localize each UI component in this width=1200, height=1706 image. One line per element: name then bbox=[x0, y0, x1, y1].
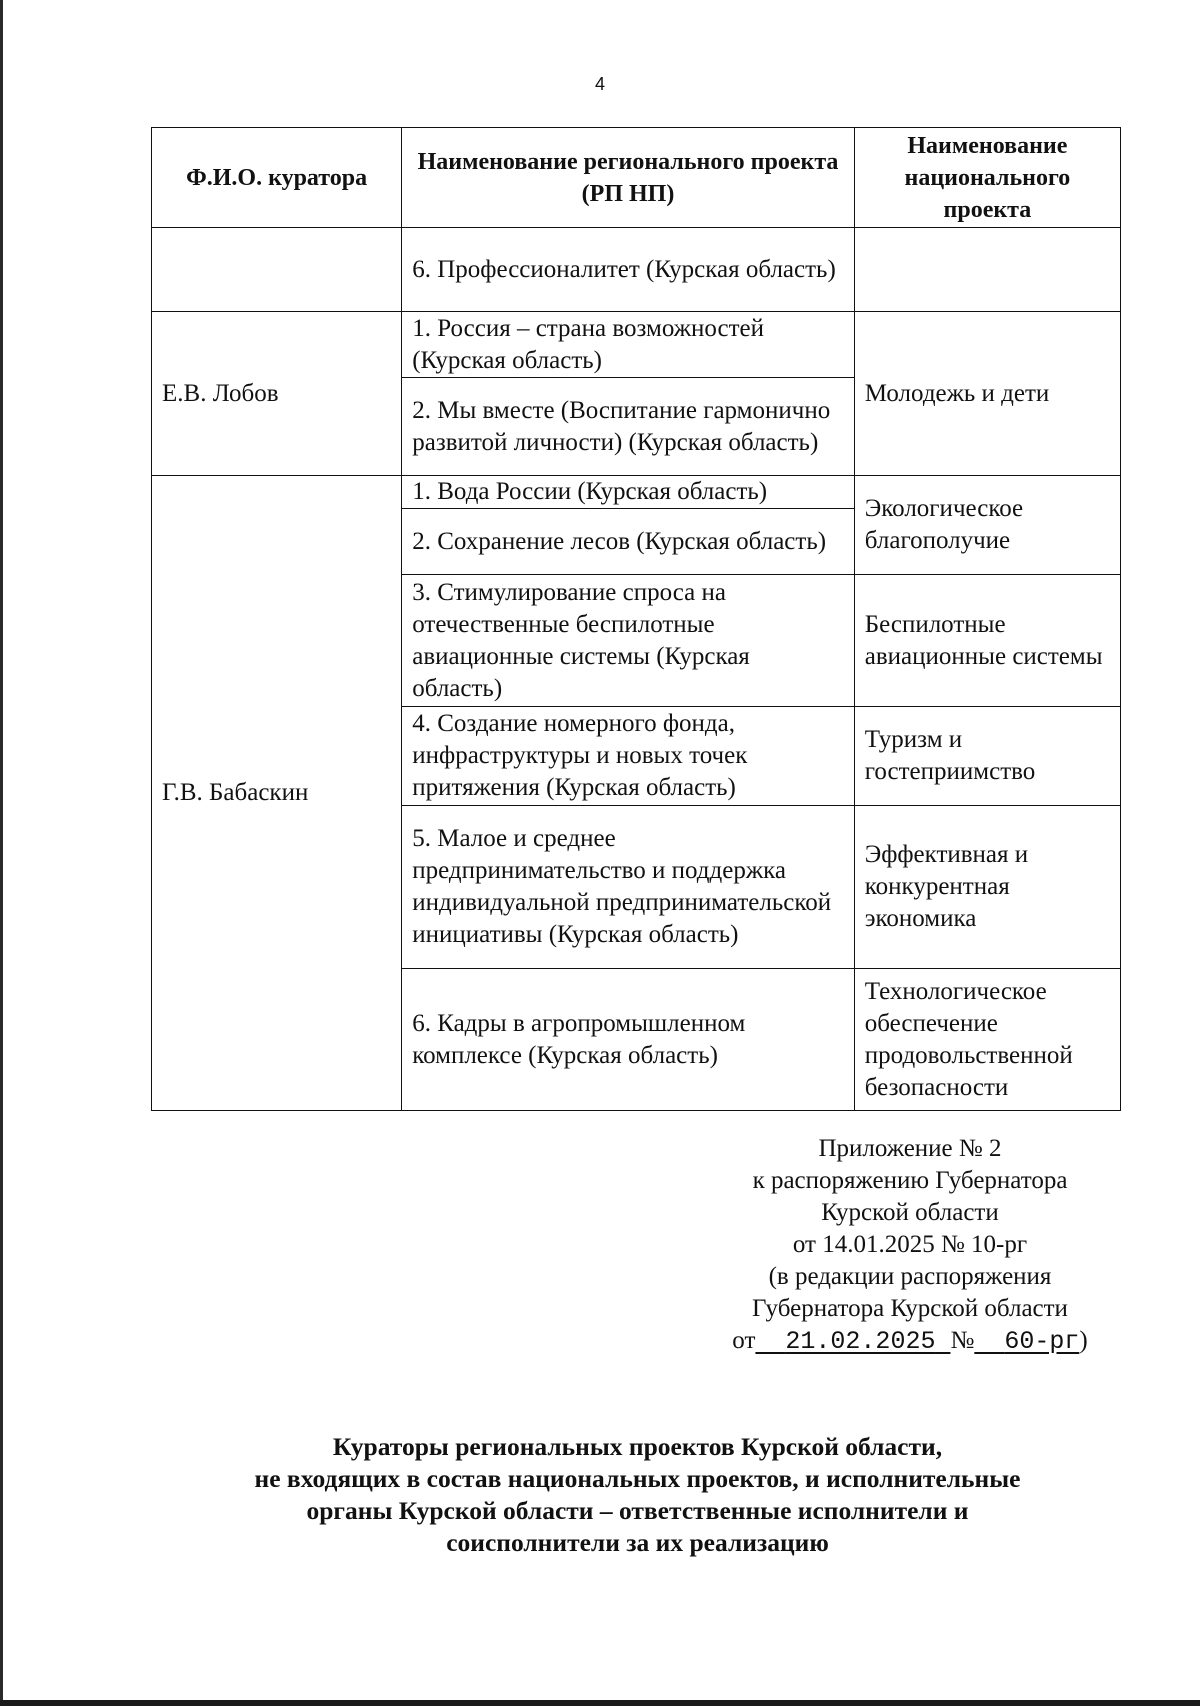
number-label: № bbox=[950, 1327, 975, 1354]
filled-date-value: 21.02.2025 bbox=[785, 1327, 936, 1356]
filled-number-value: 60-рг bbox=[1004, 1327, 1080, 1356]
header-regional-project: Наименование регионального проекта (РП НП) bbox=[402, 128, 855, 228]
regional-project-cell: 2. Мы вместе (Воспитание гармонично развитой личности) (Курская область) bbox=[402, 378, 855, 476]
header-curator: Ф.И.О. куратора bbox=[152, 128, 402, 228]
national-project-cell: Экологическое благополучие bbox=[854, 476, 1120, 575]
from-label: от bbox=[732, 1327, 756, 1354]
regional-project-cell: 6. Кадры в агропромышленном комплексе (Курская область) bbox=[402, 969, 855, 1111]
appendix-edition-line bbox=[700, 1325, 1120, 1358]
appendix-block bbox=[700, 1133, 1120, 1358]
national-project-cell: Эффективная и конкурентная экономика bbox=[854, 806, 1120, 969]
curator-cell-empty bbox=[152, 228, 402, 312]
appendix-line: (в редакции распоряжения bbox=[768, 1263, 1052, 1290]
national-project-cell: Беспилотные авиационные системы bbox=[854, 575, 1120, 707]
regional-project-cell: 4. Создание номерного фонда, инфраструктуры и новых точек притяжения (Курская область) bbox=[402, 707, 855, 806]
regional-project-cell: 3. Стимулирование спроса на отечественные беспилотные авиационные системы (Курская область) bbox=[402, 575, 855, 707]
appendix-line: Губернатора Курской области bbox=[752, 1295, 1068, 1322]
regional-project-cell: 1. Вода России (Курская область) bbox=[402, 476, 855, 509]
scan-edge-left bbox=[0, 0, 3, 1706]
appendix-line: от 14.01.2025 № 10-рг bbox=[792, 1231, 1028, 1258]
heading-line: не входящих в состав национальных проектов, и исполнительные bbox=[254, 1464, 1021, 1493]
national-project-cell: Молодежь и дети bbox=[854, 312, 1120, 476]
curator-name-cell: Г.В. Бабаскин bbox=[152, 476, 402, 1111]
national-project-cell: Технологическое обеспечение продовольственной безопасности bbox=[854, 969, 1120, 1111]
curators-table bbox=[151, 127, 1121, 1111]
regional-project-cell: 5. Малое и среднее предпринимательство и поддержка индивидуальной предпринимательской инициативы (Курская область) bbox=[402, 806, 855, 969]
appendix-line: Приложение № 2 bbox=[818, 1135, 1002, 1162]
regional-project-cell: 1. Россия – страна возможностей (Курская область) bbox=[402, 312, 855, 378]
national-project-cell-empty bbox=[854, 228, 1120, 312]
curator-name-cell: Е.В. Лобов bbox=[152, 312, 402, 476]
header-national-project: Наименование национального проекта bbox=[854, 128, 1120, 228]
regional-project-cell: 6. Профессионалитет (Курская область) bbox=[402, 228, 855, 312]
table-header-row bbox=[152, 128, 1121, 228]
heading-line: органы Курской области – ответственные исполнители и bbox=[306, 1496, 969, 1525]
filled-number bbox=[974, 1327, 1079, 1356]
page-number: 4 bbox=[594, 74, 605, 94]
heading-line: Кураторы региональных проектов Курской области, bbox=[332, 1432, 943, 1461]
close-paren: ) bbox=[1079, 1327, 1088, 1354]
regional-project-cell: 2. Сохранение лесов (Курская область) bbox=[402, 509, 855, 575]
document-heading bbox=[150, 1431, 1125, 1559]
table-row bbox=[152, 476, 1121, 509]
table-row bbox=[152, 228, 1121, 312]
appendix-line: к распоряжению Губернатора bbox=[752, 1167, 1068, 1194]
filled-date bbox=[755, 1327, 950, 1356]
scan-edge-bottom bbox=[0, 1700, 1200, 1706]
table-row bbox=[152, 312, 1121, 378]
appendix-line: Курской области bbox=[821, 1199, 999, 1226]
national-project-cell: Туризм и гостеприимство bbox=[854, 707, 1120, 806]
heading-line: соисполнители за их реализацию bbox=[446, 1528, 829, 1557]
